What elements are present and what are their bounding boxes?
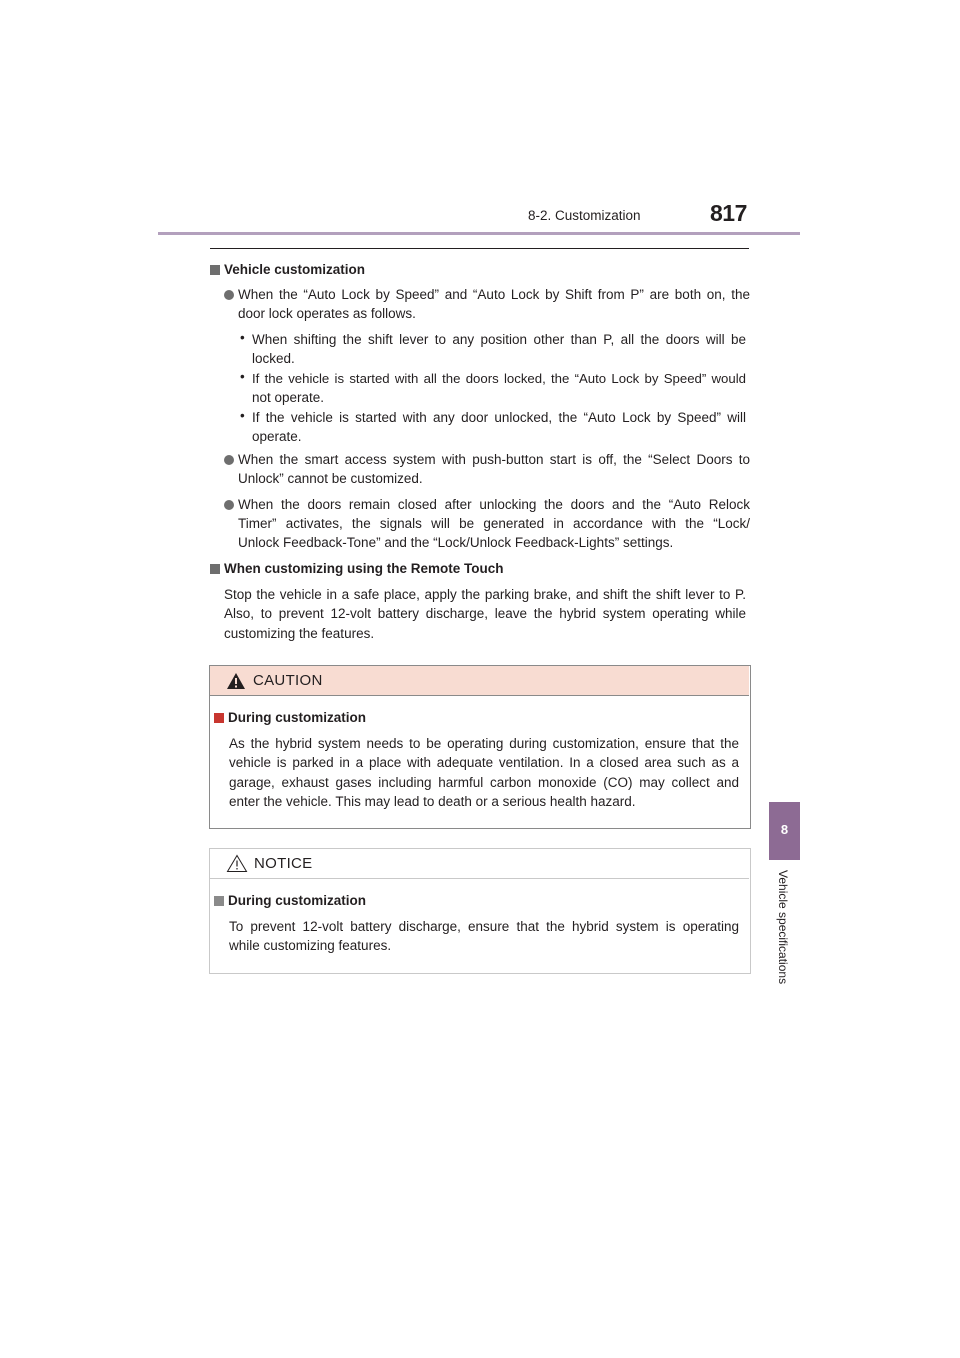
heading-square-icon: [214, 896, 224, 906]
caution-heading: During customization: [214, 708, 366, 727]
caution-line1: As the hybrid system needs to be operating during customization, ensure that the: [229, 736, 739, 751]
heading-square-icon: [210, 564, 220, 574]
caution-line4: enter the vehicle. This may lead to death or a serious health hazard.: [229, 794, 636, 809]
bullet1-line1: When the “Auto Lock by Speed” and “Auto Lock by Shift from P” are both on, the: [238, 287, 750, 302]
remote-touch-heading: When customizing using the Remote Touch: [210, 559, 504, 578]
remote-touch-line2: Also, to prevent 12-volt battery discharge, leave the hybrid system operating while: [224, 606, 746, 621]
page-number: 817: [710, 200, 747, 226]
caution-line2: vehicle is parked in a place with adequate ventilation. In a closed area such as a: [229, 755, 739, 770]
warning-triangle-icon: [226, 672, 246, 690]
sub2-line2: not operate.: [252, 390, 325, 405]
sub3-line1: If the vehicle is started with any door unlocked, the “Auto Lock by Speed” will: [252, 410, 746, 425]
notice-title: NOTICE: [254, 855, 313, 872]
header-rule: [158, 232, 800, 235]
bullet2-line2: Unlock” cannot be customized.: [238, 471, 423, 486]
bullet1-line2: door lock operates as follows.: [238, 306, 416, 321]
sub1-line1: When shifting the shift lever to any position other than P, all the doors will be: [252, 332, 746, 347]
sub-bullet-dash: •: [240, 369, 245, 384]
notice-triangle-icon: [226, 854, 248, 873]
chapter-tab-label: Vehicle specifications: [776, 870, 790, 985]
bullet-dot-icon: [224, 455, 234, 465]
bullet3-line3: Unlock Feedback-Tone” and the “Lock/Unlock Feedback-Lights” settings.: [238, 535, 674, 550]
vehicle-customization-heading: Vehicle customization: [210, 260, 365, 279]
heading-square-icon: [214, 713, 224, 723]
sub-bullet-dash: •: [240, 330, 245, 345]
bullet3-line2: Timer” activates, the signals will be generated in accordance with the “Lock/: [238, 516, 750, 531]
bullet3-line1: When the doors remain closed after unlocking the doors and the “Auto Relock: [238, 497, 750, 512]
section-title: 8-2. Customization: [528, 208, 641, 223]
sub-bullet-dash: •: [240, 408, 245, 423]
notice-heading: During customization: [214, 891, 366, 910]
sub3-line2: operate.: [252, 429, 302, 444]
remote-touch-line3: customizing the features.: [224, 626, 375, 641]
notice-line2: while customizing features.: [229, 938, 392, 953]
bullet-dot-icon: [224, 290, 234, 300]
notice-line1: To prevent 12-volt battery discharge, ensure that the hybrid system is operating: [229, 919, 739, 934]
chapter-tab-number: 8: [780, 822, 789, 837]
bullet2-line1: When the smart access system with push-button start is off, the “Select Doors to: [238, 452, 750, 467]
sub1-line2: locked.: [252, 351, 295, 366]
sub2-line1: If the vehicle is started with all the doors locked, the “Auto Lock by Speed” would: [252, 371, 746, 386]
caution-title: CAUTION: [253, 672, 323, 689]
caution-line3: garage, exhaust gases including harmful carbon monoxide (CO) may collect and: [229, 775, 739, 790]
bullet-dot-icon: [224, 500, 234, 510]
content-top-rule: [210, 248, 749, 249]
remote-touch-line1: Stop the vehicle in a safe place, apply the parking brake, and shift the shift lever to P.: [224, 587, 746, 602]
heading-square-icon: [210, 265, 220, 275]
